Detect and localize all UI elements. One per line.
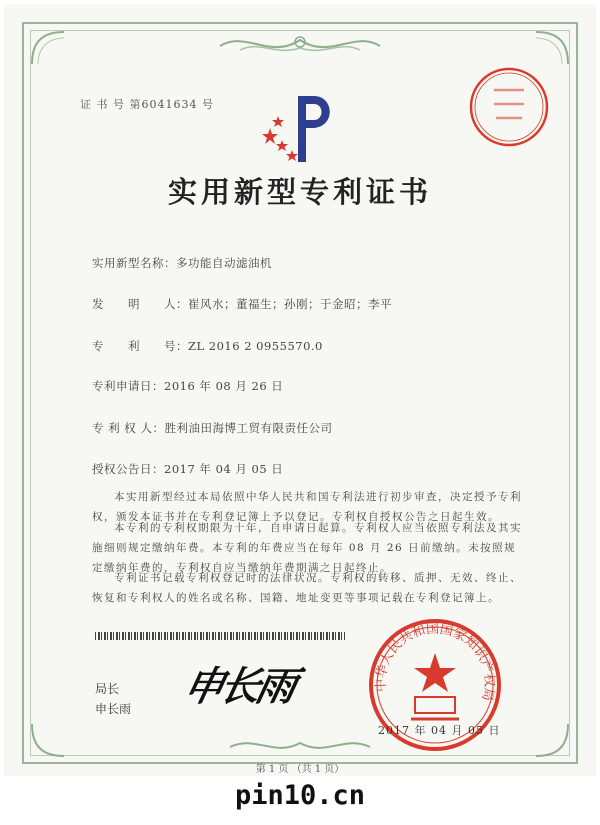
- field-value: 多功能自动滤油机: [176, 256, 272, 270]
- seal-text: 中华人民共和国国家知识产权局: [373, 621, 497, 703]
- page-footer: 第 1 页 （共 1 页）: [255, 764, 345, 775]
- field-grant-date: [92, 461, 283, 477]
- field-application-date: [92, 378, 283, 394]
- patent-office-logo: [262, 92, 338, 166]
- field-label: 授权公告日：: [92, 462, 164, 476]
- corner-ornament-top-right: [532, 28, 572, 68]
- field-label: 专 利 权 人：: [92, 421, 165, 435]
- barcode: [95, 632, 345, 640]
- field-value: 崔风水；董福生；孙刚；于金昭；李平: [188, 297, 392, 311]
- field-value: 2017 年 04 月 05 日: [164, 462, 284, 476]
- field-value: 胜利油田海博工贸有限责任公司: [164, 421, 333, 435]
- field-patent-number: [92, 338, 323, 354]
- field-inventors: [92, 296, 392, 312]
- certificate-number: 证 书 号 第6041634 号: [80, 98, 214, 111]
- certificate-title: 实用新型专利证书: [167, 175, 432, 209]
- field-label: 专利申请日：: [92, 379, 164, 393]
- director-name: 申长雨: [95, 702, 132, 716]
- corner-ornament-top-left: [28, 28, 68, 68]
- field-label: 专 利 号：: [92, 339, 188, 353]
- site-watermark: pin10.cn: [234, 780, 366, 811]
- field-value: 2016 年 08 月 26 日: [164, 379, 284, 393]
- field-label: 发 明 人：: [92, 297, 188, 311]
- corner-ornament-bottom-left: [28, 720, 68, 760]
- agency-stamp: [466, 64, 552, 150]
- top-ornament: [215, 28, 385, 62]
- paragraph-term-and-fees: 本专利的专利权期限为十年，自申请日起算。专利权人应当依照专利法及其实施细则规定缴纳年费。本专利的年费应当在每年 08 月 26 日前缴纳。未按照规定缴纳年费的，专利权自应当缴纳年费期满之日起终止。: [92, 522, 522, 574]
- field-patentee: [92, 420, 332, 436]
- field-utility-model-name: [92, 255, 272, 271]
- director-title: 局长: [95, 682, 120, 696]
- bottom-ornament: [225, 735, 375, 759]
- paragraph-legal-status: 专利证书记载专利权登记时的法律状况。专利权的转移、质押、无效、终止、恢复和专利权人的姓名或名称、国籍、地址变更等事项记载在专利登记簿上。: [92, 572, 522, 604]
- corner-ornament-bottom-right: [532, 720, 572, 760]
- field-label: 实用新型名称：: [92, 256, 176, 270]
- director-signature: 申长雨: [179, 663, 298, 710]
- paragraph-grant-statement: 本实用新型经过本局依照中华人民共和国专利法进行初步审查，决定授予专利权，颁发本证书并在专利登记簿上予以登记。专利权自授权公告之日起生效。: [92, 491, 522, 523]
- seal-date: 2017 年 04 月 05 日: [378, 724, 501, 737]
- field-value: ZL 2016 2 0955570.0: [188, 339, 323, 353]
